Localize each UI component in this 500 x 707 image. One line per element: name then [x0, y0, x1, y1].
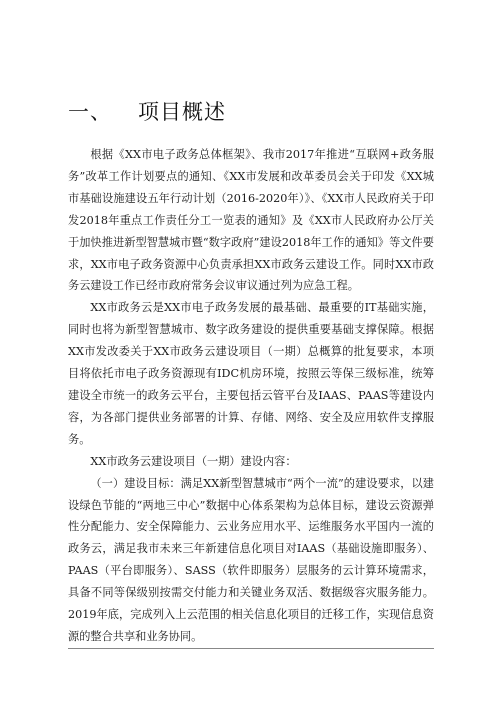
body-text	[68, 144, 434, 648]
paragraph: 根据《XX市电子政务总体框架》、我市2017年推进“互联网+政务服务”改革工作计划要点的通知、《XX市发展和改革委员会关于印发《XX城市基础设施建设五年行动计划（2016-2020年）》、《XX市人民政府关于印发2018年重点工作责任分工一览表的通知》及《XX市人民政府办公厅关于加快推进新型智慧城市暨“数字政府”建设2018年工作的通知》等文件要求，XX市电子政务资源中心负责承担XX市政务云建设工作。同时XX市政务云建设工作已经市政府常务会议审议通过列为应急工程。	[68, 148, 434, 293]
section-number: 一、	[68, 100, 112, 124]
paragraph: XX市政务云是XX市电子政务发展的最基础、最重要的IT基础实施，同时也将为新型智慧城市、数字政务建设的提供重要基础支撑保障。根据XX市发改委关于XX市政务云建设项目（一期）总概算的批复要求，本项目将依托市电子政务资源现有IDC机房环境，按照云等保三级标准，统筹建设全市统一的政务云平台，主要包括云管平台及IAAS、PAAS等建设内容，为各部门提供业务部署的计算、存储、网络、安全及应用软件支撑服务。	[68, 301, 434, 446]
section-heading	[68, 96, 226, 126]
footer-divider	[68, 648, 434, 649]
section-title: 项目概述	[138, 100, 226, 124]
paragraph: XX市政务云建设项目（一期）建设内容：	[90, 454, 297, 468]
paragraph: （一）建设目标：满足XX新型智慧城市“两个一流”的建设要求，以建设绿色节能的“两地三中心”数据中心体系架构为总体目标，建设云资源弹性分配能力、安全保障能力、云业务应用水平、运维服务水平国内一流的政务云，满足我市未来三年新建信息化项目对IAAS（基础设施即服务）、PAAS（平台即服务）、SASS（软件即服务）层服务的云计算环境需求，具备不同等保级别按需交付能力和关键业务双活、数据级容灾服务能力。2019年底，完成列入上云范围的相关信息化项目的迁移工作，实现信息资源的整合共享和业务协同。	[68, 476, 434, 643]
